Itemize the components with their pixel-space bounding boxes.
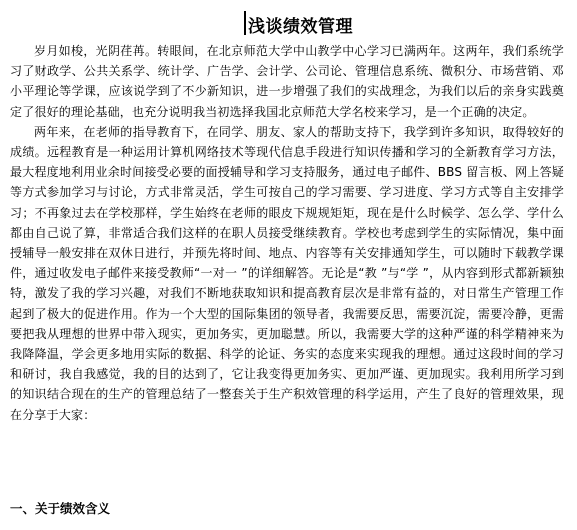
title-area [0, 9, 577, 37]
paragraph-main: 两年来，在老师的指导教育下，在同学、朋友、家人的帮助支持下，我学到许多知识，取得较好的成绩。远程教育是一种运用计算机网络技术等现代信息手段进行知识传播和学习的全新教育学习方法，最大程度地利用业余时间接受必要的面授辅导和学习支持服务，通过电子邮件、BBS 留言板、网上答疑等方式参加学习与讨论，方式非常灵活，学生可按自己的学习需要、学习进度、学习方式等自主安排学习；不再象过去在学校那样，学生始终在老师的眼皮下规规矩矩，现在是什么时候学、怎么学、学什么都由自己说了算，非常适合我们这样的在职人员接受继续教育。学校也考虑到学生的实际情况，集中面授辅导一般安排在双休日进行，并预先将时间、地点、内容等有关安排通知学生，可以随时下载教学课件，通过收发电子邮件来接受教师“一对一 ”的详细解答。无论是“教 ”与“学 ”，从内容到形式都新颖独特，激发了我的学习兴趣，对我们不断地获取知识和提高教育层次是非常有益的，对日常生产管理工作起到了极大的促进作用。作为一个大型的国际集团的领导者，我需要反思，需要沉淀，需要冷静，更需要把我从理想的世界中带入现实，更加务实，更加聪慧。所以，我需要大学的这种严谨的科学精神来为我降降温，学会更多地用实际的数据、科学的论证、务实的态度来实现我的理想。通过这段时间的学习和研讨，我自我感觉，我的目的达到了，它让我变得更加务实、更加严谨、更加现实。我利用所学习到的知识结合现在的生产的管理总结了一整套关于生产积效管理的科学运用，产生了良好的管理效果，现在分享于大家： [10, 124, 564, 422]
paragraph-intro: 岁月如梭，光阴荏苒。转眼间，在北京师范大学中山教学中心学习已满两年。这两年，我们系统学习了财政学、公共关系学、统计学、广告学、会计学、公司论、管理信息系统、微积分、市场营销、邓小平理论等学课，应该说学到了不少新知识，进一步增强了我们的实战理念，为我们以后的亲身实践奠定了很好的理论基础，也充分说明我当初选择我国北京师范大学名校来学习，是一个正确的决定。 [10, 44, 564, 119]
document-title: 浅谈绩效管理 [248, 17, 353, 37]
text-cursor [244, 11, 246, 35]
section-heading: 一、关于绩效含义 [10, 501, 111, 516]
document-body [10, 41, 564, 425]
